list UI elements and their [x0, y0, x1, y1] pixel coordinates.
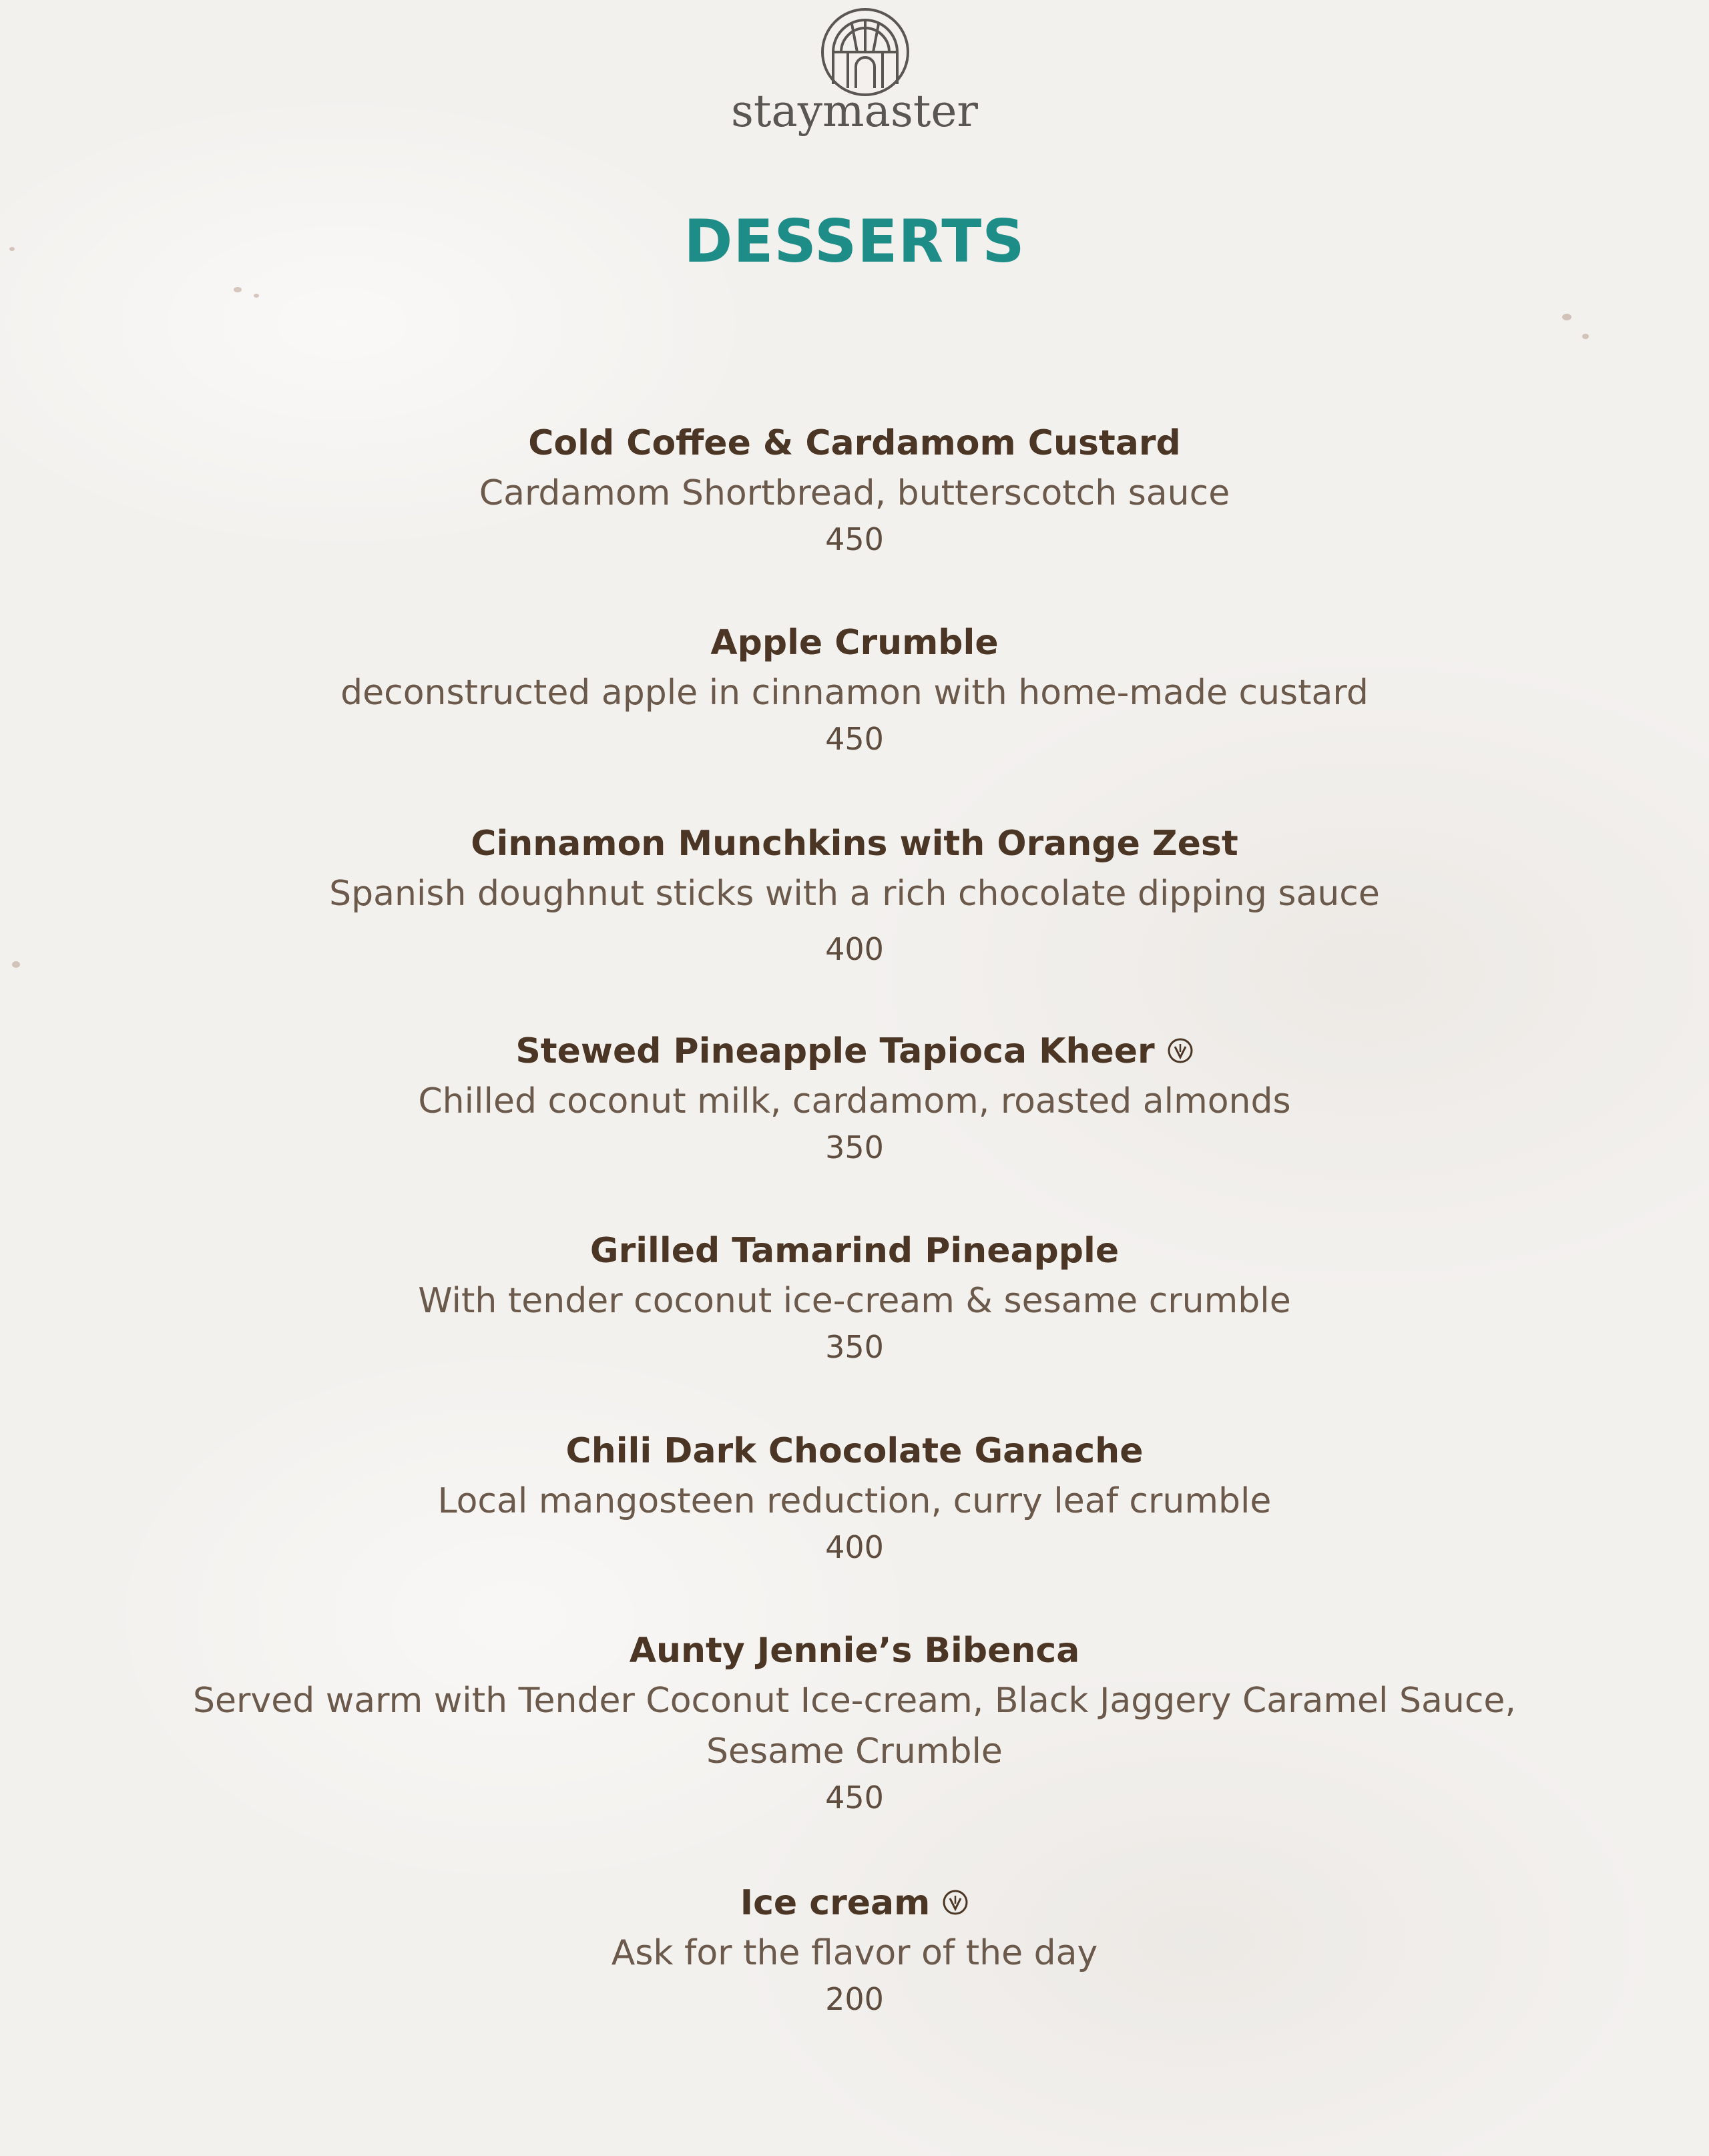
- item-description: Chilled coconut milk, cardamom, roasted almonds: [418, 1081, 1291, 1121]
- paper-speck: [1582, 334, 1589, 339]
- item-price: 200: [825, 1981, 884, 2017]
- brand-name: staymaster: [731, 85, 978, 137]
- item-description: Spanish doughnut sticks with a rich chocolate dipping sauce: [329, 874, 1380, 914]
- item-price: 400: [825, 931, 884, 967]
- menu-item: [0, 823, 1709, 979]
- vegan-icon: [942, 1889, 969, 1916]
- menu-item: [0, 1230, 1709, 1368]
- menu-item: [0, 423, 1709, 560]
- item-name: Stewed Pineapple Tapioca Kheer: [0, 1031, 1709, 1072]
- item-name: Ice cream: [0, 1882, 1709, 1924]
- item-price: 400: [825, 1529, 884, 1565]
- item-name: Grilled Tamarind Pineapple: [589, 1231, 1120, 1271]
- item-description: deconstructed apple in cinnamon with home-made custard: [340, 673, 1369, 713]
- menu-item: [0, 1882, 1709, 2020]
- paper-speck: [1562, 314, 1571, 320]
- item-name: Chili Dark Chocolate Ganache: [565, 1431, 1144, 1471]
- item-description: Served warm with Tender Coconut Ice-cream, Black Jaggery Caramel Sauce, Sesame Crumble: [193, 1681, 1516, 1772]
- paper-speck: [234, 287, 242, 292]
- item-description: Ask for the flavor of the day: [611, 1933, 1098, 1973]
- item-price: 450: [825, 1780, 884, 1816]
- item-name: Cinnamon Munchkins with Orange Zest: [471, 824, 1238, 864]
- brand-logo: [0, 0, 1709, 154]
- arched-building-icon: [818, 5, 912, 99]
- menu-item: [0, 1430, 1709, 1568]
- menu-item: [0, 1031, 1709, 1168]
- item-price: 450: [825, 721, 884, 757]
- menu-item: [0, 622, 1709, 760]
- item-price: 350: [825, 1329, 884, 1365]
- menu-item: [0, 1630, 1709, 1818]
- item-name: Aunty Jennie’s Bibenca: [629, 1631, 1080, 1671]
- item-name: Apple Crumble: [710, 623, 999, 663]
- item-price: 350: [825, 1129, 884, 1165]
- item-price: 450: [825, 521, 884, 557]
- item-name: Cold Coffee & Cardamom Custard: [528, 423, 1181, 463]
- item-description: Cardamom Shortbread, butterscotch sauce: [479, 473, 1230, 513]
- paper-speck: [254, 294, 259, 298]
- item-description: With tender coconut ice-cream & sesame crumble: [418, 1281, 1291, 1321]
- vegan-icon: [1167, 1037, 1194, 1064]
- section-title: DESSERTS: [684, 207, 1025, 276]
- item-description: Local mangosteen reduction, curry leaf crumble: [437, 1481, 1272, 1521]
